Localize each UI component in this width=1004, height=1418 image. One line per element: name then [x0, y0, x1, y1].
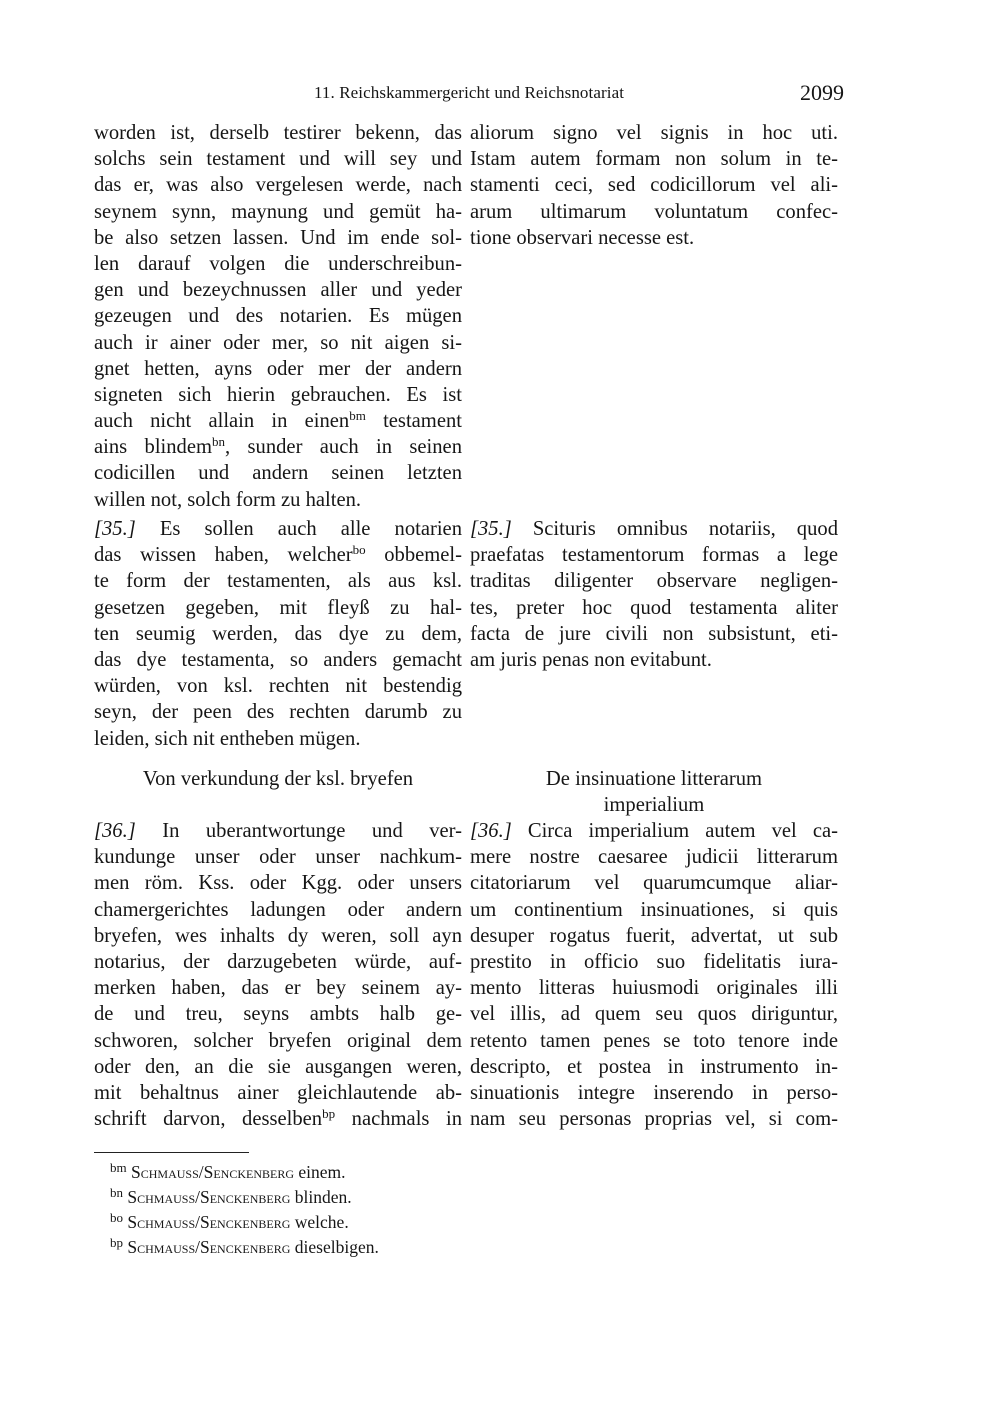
text-line: de und treu, seyns ambts halb ge- [94, 1003, 462, 1026]
left-paragraph-34-continued [94, 120, 462, 513]
text-line: stamenti ceci, sed codicillorum vel ali- [470, 174, 838, 197]
text-line: willen not, solch form zu halten. [94, 488, 362, 511]
text-line: [36.] In uberantwortunge und ver- [94, 820, 462, 842]
text-line: citatoriarum vel quarumcumque aliar- [470, 872, 838, 895]
text-line: gnet hetten, ayns oder mer der andern [94, 357, 462, 380]
paragraph-number: [36.] [470, 820, 512, 842]
text-line: das er, was also vergelesen werde, nach [94, 174, 462, 197]
text-line: [36.] Circa imperialium autem vel ca- [470, 820, 838, 842]
text-line: vel illis, ad quem seu quos diriguntur, [470, 1003, 838, 1026]
text-line: ains blindem$^{bn}$, sunder auch in seinen [94, 434, 462, 459]
text-line: merken haben, das er bey seinem ay- [94, 977, 462, 1000]
text-line: mento litteras huiusmodi originales illi [470, 977, 838, 1000]
text-line: bryefen, wes inhalts dy weren, soll ayn [94, 924, 462, 947]
text-line: das wissen haben, welcher$^{bo}$ obbemel- [94, 542, 462, 567]
text-line: len darauf volgen die underschreibun- [94, 252, 462, 275]
text-line: gezeugen und des notarien. Es mügen [94, 305, 462, 328]
footnote-ref-bp: bp [322, 1106, 336, 1122]
text-line: leiden, sich nit entheben mügen. [94, 727, 361, 750]
text-line: [35.] Es sollen auch alle notarien [94, 518, 462, 540]
text-line: schrift darvon, desselben$^{bp}$ nachmals in [94, 1106, 462, 1131]
text-line: gen und bezeychnussen aller und yeder [94, 279, 462, 302]
text-line: gesetzen gegeben, mit fleyß zu hal- [94, 596, 462, 619]
text-line: ten seumig werden, das dye zu dem, [94, 622, 462, 645]
text-line: be also setzen lassen. Und im ende sol- [94, 226, 462, 249]
right-paragraph-36 [470, 818, 838, 1132]
text-line: sinuationis integre inserendo in perso- [470, 1081, 838, 1104]
text-line: prestito in officio suo fidelitatis iura- [470, 950, 838, 973]
text-line: retento tamen penes se toto tenore inde [470, 1029, 838, 1052]
text-line: te form der testamenten, als aus ksl. [94, 570, 462, 593]
text-line: würden, von ksl. rechten nit bestendig [94, 675, 462, 698]
text-line: mere nostre caesaree judicii litterarum [470, 846, 838, 869]
text-line: aliorum signo vel signis in hoc uti. [470, 122, 838, 144]
text-line: solchs sein testament und will sey und [94, 148, 462, 171]
left-section-heading: Von verkundung der ksl. bryefen [142, 768, 414, 790]
paragraph-number: [36.] [94, 820, 136, 842]
text-line: traditas diligenter observare negligen- [470, 570, 838, 593]
right-paragraph-35 [470, 516, 838, 673]
paragraph-number: [35.] [470, 518, 512, 540]
text-line: oder den, an die sie ausgangen weren, [94, 1055, 462, 1078]
footnote-ref-bo: bo [352, 542, 366, 558]
text-line: desuper rogatus fuerit, advertat, ut sub [470, 924, 838, 947]
footnote-bm: $^{bm}$ Schmauss/Senckenberg einem. [110, 1160, 346, 1182]
text-line: kundunge unser oder unser nachkum- [94, 846, 462, 869]
right-paragraph-34-continued [470, 120, 838, 251]
footnote-ref-bn: bn [212, 434, 226, 450]
text-line: tione observari necesse est. [470, 226, 695, 249]
text-line: das dye testamenta, so anders gemacht [94, 648, 462, 671]
paragraph-number: [35.] [94, 518, 136, 540]
text-line: seynem synn, maynung und gemüt ha- [94, 200, 462, 223]
text-line: schworen, solcher bryefen original dem [94, 1029, 462, 1052]
left-paragraph-35 [94, 516, 462, 752]
text-line: um continentium insinuationes, si quis [470, 898, 838, 921]
text-line: mit behaltnus ainer gleichlautende ab- [94, 1081, 462, 1104]
footnote-ref-bm: bm [349, 408, 366, 424]
right-section-heading: De insinuatione litterarum imperialium [545, 768, 763, 817]
text-line: tes, preter hoc quod testamenta aliter [470, 596, 838, 619]
text-line: signeten sich hierin gebrauchen. Es ist [94, 383, 462, 406]
text-line: praefatas testamentorum formas a lege [470, 544, 838, 567]
footnote-rule [94, 1152, 249, 1153]
text-line: auch ir ainer oder mer, so nit aigen si- [94, 331, 462, 354]
footnote-bn: $^{bn}$ Schmauss/Senckenberg blinden. [110, 1185, 352, 1207]
text-line: Istam autem formam non solum in te- [470, 148, 838, 171]
text-line: auch nicht allain in einen$^{bm}$ testament [94, 408, 462, 433]
footnote-bp: $^{bp}$ Schmauss/Senckenberg dieselbigen. [110, 1235, 379, 1257]
running-head [94, 80, 844, 106]
left-paragraph-36 [94, 818, 462, 1132]
text-line: seyn, der peen des rechten darumb zu [94, 701, 462, 724]
text-line: nam seu personas proprias vel, si com- [470, 1108, 838, 1131]
text-line: codicillen und andern seinen letzten [94, 462, 462, 485]
text-line: chamergerichtes ladungen oder andern [94, 898, 462, 921]
text-line: men röm. Kss. oder Kgg. oder unsers [94, 872, 462, 895]
text-line: descripto, et postea in instrumento in- [470, 1055, 838, 1078]
footnotes [110, 1160, 379, 1260]
running-head-title: 11. Reichskammergericht und Reichsnotariat [313, 83, 625, 102]
text-line: worden ist, derselb testirer bekenn, das [94, 122, 462, 144]
text-line: [35.] Scituris omnibus notariis, quod [470, 518, 838, 540]
text-line: am juris penas non evitabunt. [470, 648, 712, 671]
text-line: facta de jure civili non subsistunt, eti- [470, 622, 838, 645]
text-line: arum ultimarum voluntatum confec- [470, 200, 838, 223]
text-line: notarius, der darzugebeten würde, auf- [94, 950, 462, 973]
footnote-bo: $^{bo}$ Schmauss/Senckenberg welche. [110, 1210, 349, 1232]
page-number: 2099 [800, 80, 844, 105]
